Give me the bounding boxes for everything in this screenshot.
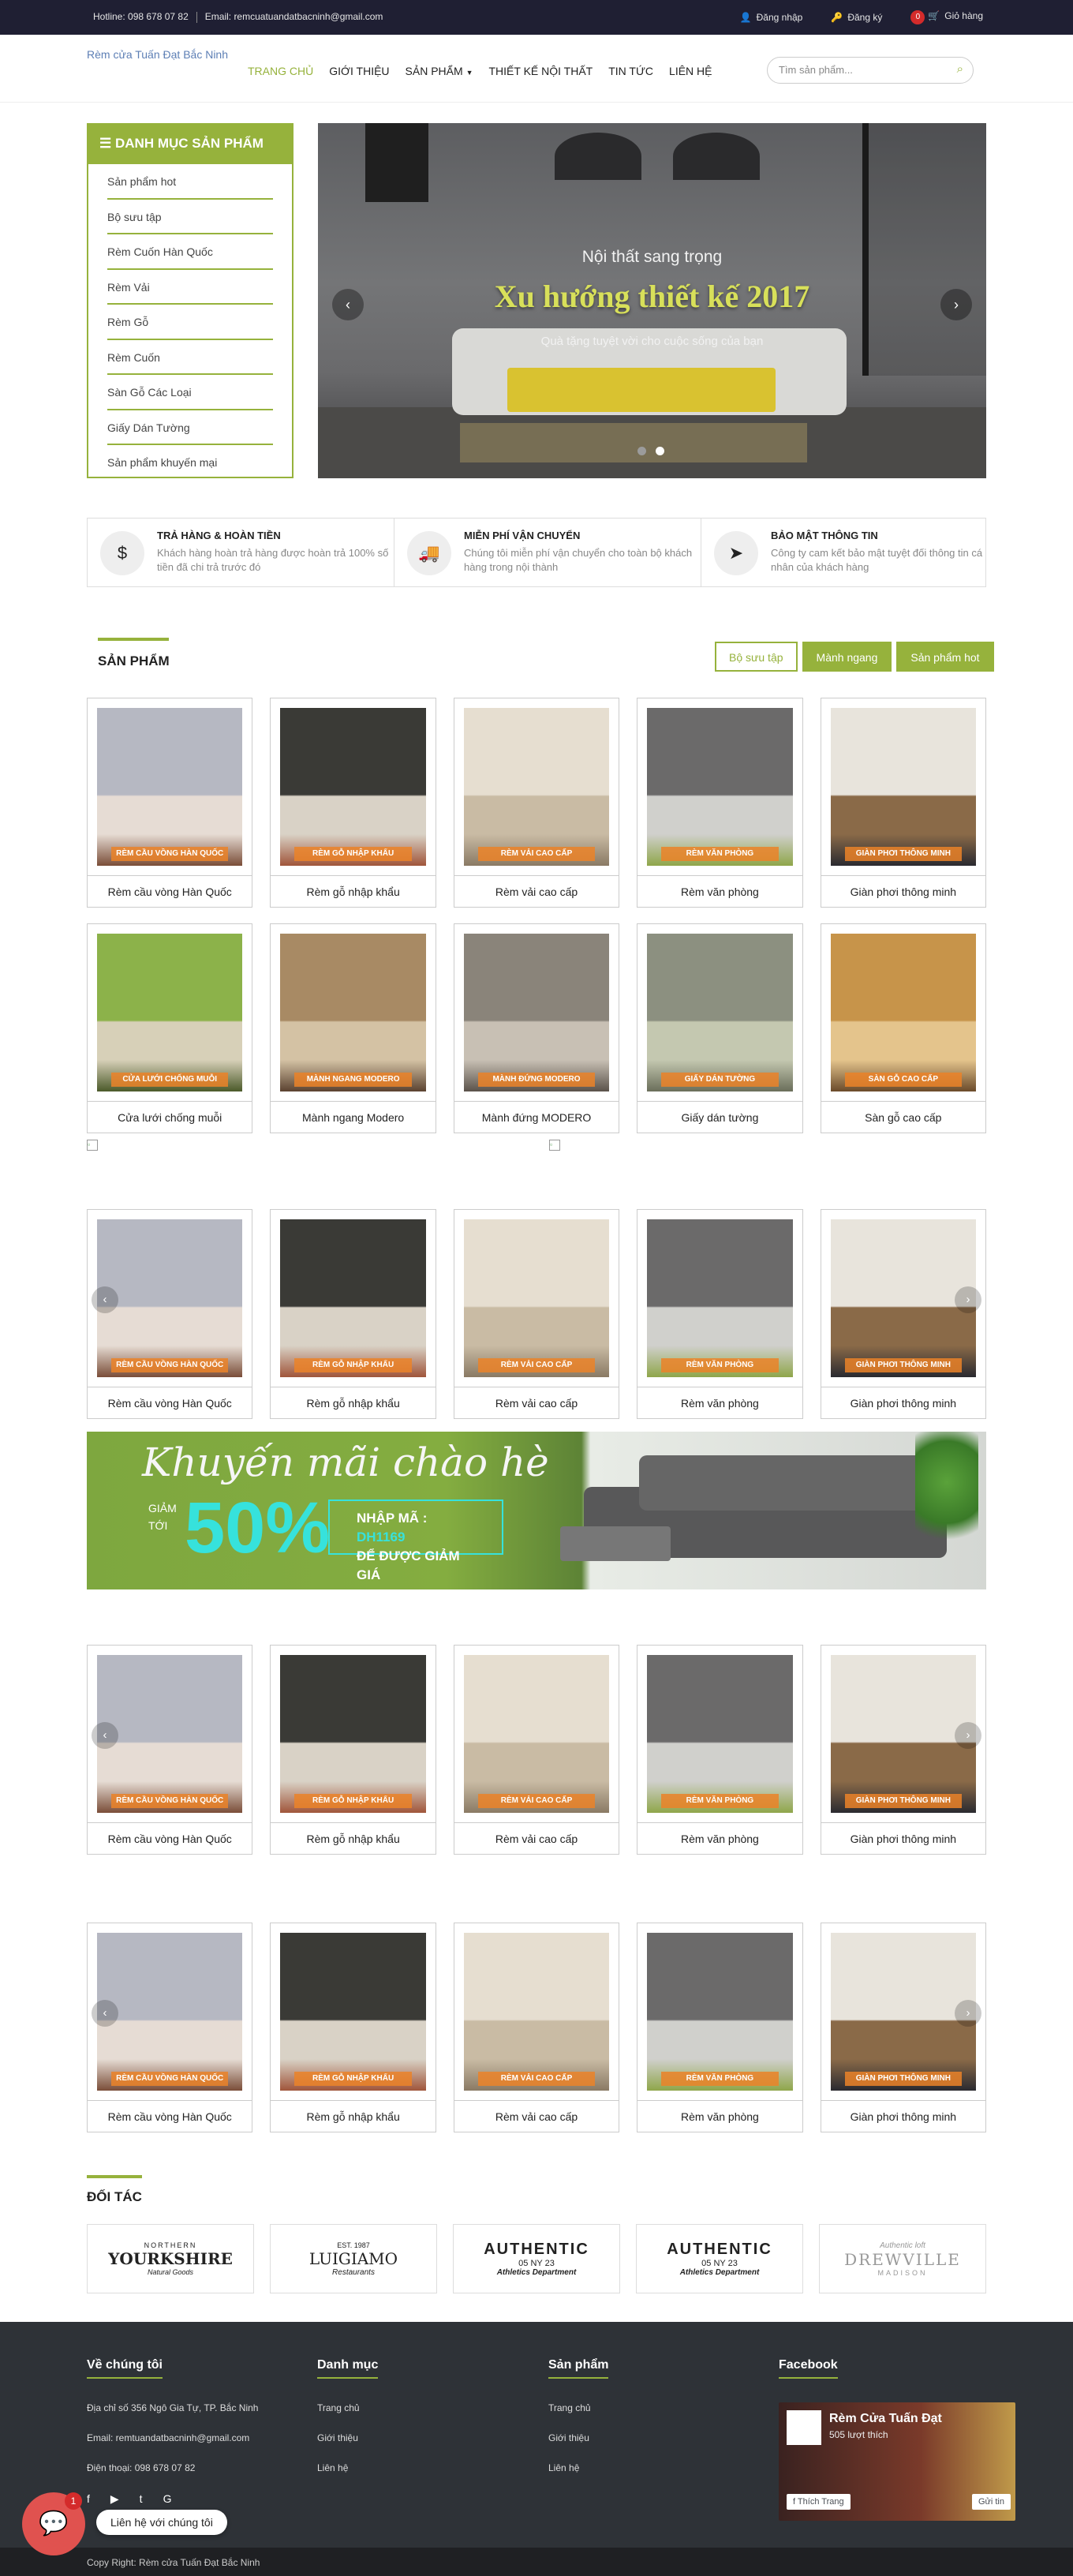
product-card[interactable] — [821, 1209, 986, 1419]
product-name[interactable]: Rèm vải cao cấp — [454, 1387, 619, 1418]
chat-label[interactable]: Liên hệ với chúng tôi — [96, 2510, 227, 2535]
slider-dot[interactable] — [637, 447, 646, 455]
nav-interior[interactable]: THIẾT KẾ NỘI THẤT — [488, 65, 593, 77]
banner-code-box: NHẬP MÃ : DH1169 ĐỂ ĐƯỢC GIẢM GIÁ — [328, 1500, 503, 1555]
footer-about — [87, 2358, 308, 2506]
cart-icon: 🛒 — [928, 10, 940, 21]
header — [0, 35, 1073, 103]
product-card[interactable] — [637, 1645, 802, 1855]
product-card[interactable] — [454, 698, 619, 908]
product-image[interactable] — [280, 1655, 425, 1813]
carousel-next-button[interactable]: › — [955, 2000, 981, 2027]
sidebar-title: ☰ DANH MỤC SẢN PHẨM — [88, 125, 292, 164]
product-card[interactable] — [821, 1923, 986, 2132]
footer-categories — [317, 2358, 522, 2492]
product-caption: RÈM VĂN PHÒNG — [661, 847, 778, 861]
fb-page-name[interactable]: Rèm Cửa Tuấn Đạt — [829, 2412, 942, 2425]
product-caption: RÈM VẢI CAO CẤP — [478, 847, 595, 861]
product-name[interactable]: Rèm gỗ nhập khẩu — [271, 2100, 435, 2132]
product-grid — [87, 698, 986, 908]
product-name[interactable]: Rèm cầu vòng Hàn Quốc — [88, 2100, 252, 2132]
footer-address: Địa chỉ số 356 Ngô Gia Tự, TP. Bắc Ninh — [87, 2402, 259, 2413]
carousel-next-button[interactable]: › — [955, 1286, 981, 1313]
slide-lamp-2 — [673, 133, 760, 180]
sidebar-item-hot[interactable]: Sản phẩm hot — [107, 164, 273, 200]
product-card[interactable] — [87, 698, 252, 908]
product-image[interactable] — [97, 1219, 242, 1377]
sidebar-item-korean-roller[interactable]: Rèm Cuốn Hàn Quốc — [107, 234, 273, 270]
product-name[interactable]: Rèm gỗ nhập khẩu — [271, 875, 435, 907]
product-caption: GIẤY DÁN TƯỜNG — [661, 1073, 778, 1087]
product-name[interactable]: Rèm vải cao cấp — [454, 1822, 619, 1854]
product-caption: RÈM VĂN PHÒNG — [661, 2072, 778, 2086]
youtube-icon[interactable]: ▶ — [110, 2492, 119, 2505]
service-title: BẢO MẬT THÔNG TIN — [771, 530, 878, 541]
dollar-icon: $ — [100, 531, 144, 575]
product-name[interactable]: Rèm gỗ nhập khẩu — [271, 1387, 435, 1418]
product-caption: GIÀN PHƠI THÔNG MINH — [845, 2072, 962, 2086]
slide-lamp-1 — [555, 133, 641, 180]
product-image[interactable] — [647, 1655, 792, 1813]
footer-prod-title: Sản phẩm — [548, 2358, 608, 2379]
main-nav — [248, 65, 728, 77]
product-tabs — [715, 642, 994, 672]
sidebar-item-wallpaper[interactable]: Giấy Dán Tường — [107, 410, 273, 446]
product-caption: GIÀN PHƠI THÔNG MINH — [845, 1794, 962, 1808]
product-caption: RÈM GỖ NHẬP KHẨU — [294, 2072, 411, 2086]
product-caption: GIÀN PHƠI THÔNG MINH — [845, 1358, 962, 1372]
product-caption: RÈM CẦU VỒNG HÀN QUỐC — [111, 2072, 228, 2086]
product-card[interactable] — [87, 923, 252, 1133]
product-card[interactable] — [454, 923, 619, 1133]
partner-logo[interactable]: AUTHENTIC 05 NY 23 Athletics Department — [636, 2224, 803, 2293]
site-logo[interactable]: Rèm cửa Tuấn Đạt Bắc Ninh — [87, 48, 229, 61]
product-grid — [87, 1645, 986, 1855]
social-icons — [87, 2492, 308, 2506]
sidebar-item-roller[interactable]: Rèm Cuốn — [107, 340, 273, 376]
product-caption: MÀNH NGANG MODERO — [294, 1073, 411, 1087]
nav-news[interactable]: TIN TỨC — [608, 65, 654, 77]
product-name[interactable]: Rèm văn phòng — [637, 875, 802, 907]
category-sidebar — [87, 123, 293, 478]
service-shipping — [394, 519, 701, 586]
carousel-prev-button[interactable]: ‹ — [92, 1722, 118, 1749]
product-name[interactable]: Rèm cầu vòng Hàn Quốc — [88, 1387, 252, 1418]
product-name[interactable]: Rèm cầu vòng Hàn Quốc — [88, 875, 252, 907]
product-card[interactable] — [270, 923, 436, 1133]
product-name[interactable]: Rèm vải cao cấp — [454, 875, 619, 907]
promo-banner[interactable] — [87, 1432, 986, 1589]
banner-sofa-back — [639, 1455, 947, 1511]
footer-phone: Điện thoại: 098 678 07 82 — [87, 2462, 196, 2473]
product-image[interactable] — [647, 1933, 792, 2091]
product-caption: RÈM VĂN PHÒNG — [661, 1794, 778, 1808]
footer-products — [548, 2358, 753, 2492]
nav-products[interactable]: SẢN PHẨM ▼ — [405, 65, 473, 77]
menu-icon: ☰ — [99, 136, 112, 151]
service-security — [701, 519, 1008, 586]
product-image[interactable] — [97, 708, 242, 866]
product-image[interactable] — [831, 708, 976, 866]
tab-horizontal-blinds[interactable]: Mành ngang — [802, 642, 892, 672]
search-placeholder: Tìm sản phẩm... — [779, 64, 853, 76]
partner-logo[interactable]: NORTHERN YOURKSHIRE Natural Goods — [87, 2224, 254, 2293]
cart-count-badge: 0 — [910, 10, 925, 24]
slide-title: Xu hướng thiết kế 2017 — [494, 279, 810, 314]
product-name[interactable]: Rèm văn phòng — [637, 2100, 802, 2132]
product-image[interactable] — [464, 1655, 609, 1813]
footer-link[interactable]: Trang chủ — [317, 2402, 360, 2413]
product-name[interactable]: Mành đứng MODERO — [454, 1101, 619, 1133]
sidebar-item-promo[interactable]: Sản phẩm khuyến mại — [107, 456, 218, 469]
product-card[interactable] — [821, 698, 986, 908]
slider-dots — [637, 447, 664, 455]
footer-link[interactable]: Giới thiệu — [317, 2432, 358, 2443]
product-caption: CỬA LƯỚI CHỐNG MUỖI — [111, 1073, 228, 1087]
section-bar — [87, 2175, 142, 2178]
section-bar — [98, 638, 169, 641]
product-name[interactable]: Cửa lưới chống muỗi — [88, 1101, 252, 1133]
product-grid — [87, 1209, 986, 1419]
service-refund — [88, 519, 394, 586]
slide-table — [507, 368, 776, 412]
product-image[interactable] — [464, 708, 609, 866]
broken-image-icon: ▫ — [87, 1140, 98, 1151]
product-image[interactable] — [280, 934, 425, 1091]
product-name[interactable]: Mành ngang Modero — [271, 1101, 435, 1133]
product-image[interactable] — [647, 708, 792, 866]
product-grid — [87, 1923, 986, 2132]
product-image[interactable] — [97, 934, 242, 1091]
banner-table — [560, 1526, 671, 1561]
banner-discount-label: GIẢM TỚI — [148, 1502, 177, 1532]
product-image[interactable] — [464, 1933, 609, 2091]
product-card[interactable] — [454, 1923, 619, 2132]
chat-count-badge: 1 — [65, 2492, 82, 2510]
partner-logo[interactable]: Authentic loft DREWVILLE MADISON — [819, 2224, 986, 2293]
service-title: TRẢ HÀNG & HOÀN TIỀN — [157, 530, 281, 541]
product-card[interactable] — [454, 1645, 619, 1855]
product-image[interactable] — [464, 934, 609, 1091]
services-bar — [87, 518, 986, 587]
banner-percent: 50% — [185, 1488, 331, 1568]
product-caption: SÀN GỖ CAO CẤP — [845, 1073, 962, 1087]
footer-about-title: Về chúng tôi — [87, 2358, 163, 2379]
chat-button[interactable] — [22, 2492, 85, 2555]
product-caption: RÈM GỖ NHẬP KHẨU — [294, 1358, 411, 1372]
product-caption: RÈM VẢI CAO CẤP — [478, 1358, 595, 1372]
twitter-icon[interactable]: t — [139, 2492, 143, 2505]
product-card[interactable] — [270, 698, 436, 908]
service-desc: Công ty cam kết bảo mật tuyệt đối thông tin cá nhân của khách hàng — [771, 547, 983, 573]
product-card[interactable] — [87, 1645, 252, 1855]
footer-cat-title: Danh mục — [317, 2358, 378, 2379]
slider-prev-button[interactable]: ‹ — [332, 289, 364, 320]
login-link[interactable]: 👤 Đăng nhập — [739, 12, 803, 23]
chat-icon: 💬 — [39, 2510, 69, 2537]
tab-hot-products[interactable]: Sản phẩm hot — [896, 642, 993, 672]
sidebar-item-fabric[interactable]: Rèm Vải — [107, 270, 273, 305]
product-image[interactable] — [280, 1933, 425, 2091]
key-icon: 🔑 — [831, 12, 843, 23]
fb-send-button[interactable]: Gửi tin — [972, 2494, 1011, 2510]
slide-floor-lamp — [365, 123, 428, 202]
product-name[interactable]: Rèm văn phòng — [637, 1822, 802, 1854]
product-card[interactable] — [821, 923, 986, 1133]
fb-like-button[interactable]: f Thích Trang — [787, 2494, 851, 2510]
hotline-text: Hotline: 098 678 07 82 — [93, 11, 189, 22]
slide-description: Quà tặng tuyệt vời cho cuộc sống của bạn — [540, 335, 764, 348]
products-title: SẢN PHẨM — [98, 653, 170, 668]
product-name[interactable]: Giàn phơi thông minh — [821, 1822, 985, 1854]
fb-avatar — [787, 2410, 821, 2445]
product-grid — [87, 923, 986, 1133]
product-name[interactable]: Giấy dán tường — [637, 1101, 802, 1133]
nav-contact[interactable]: LIÊN HỆ — [669, 65, 712, 77]
sidebar-item-floor[interactable]: Sàn Gỗ Các Loại — [107, 375, 273, 410]
top-bar — [0, 0, 1073, 35]
product-card[interactable] — [270, 1645, 436, 1855]
service-desc: Chúng tôi miễn phí vận chuyển cho toàn bộ khách hàng trong nội thành — [464, 547, 693, 573]
paper-plane-icon: ➤ — [714, 531, 758, 575]
service-title: MIỄN PHÍ VẬN CHUYỂN — [464, 530, 581, 541]
partner-logo[interactable]: AUTHENTIC 05 NY 23 Athletics Department — [453, 2224, 620, 2293]
footer-link[interactable]: Trang chủ — [548, 2402, 591, 2413]
copyright-text: Copy Right: Rèm cửa Tuấn Đạt Bắc Ninh — [87, 2557, 260, 2568]
product-card[interactable] — [454, 1209, 619, 1419]
product-caption: RÈM GỖ NHẬP KHẨU — [294, 847, 411, 861]
carousel-next-button[interactable]: › — [955, 1722, 981, 1749]
sidebar-item-wood[interactable]: Rèm Gỗ — [107, 305, 273, 340]
email-text: Email: remcuatuandatbacninh@gmail.com — [204, 11, 383, 22]
facebook-widget[interactable] — [779, 2402, 1015, 2521]
product-image[interactable] — [280, 708, 425, 866]
product-card[interactable] — [87, 1923, 252, 2132]
service-desc: Khách hàng hoàn trả hàng được hoàn trả 100% số tiền đã chi trả trước đó — [157, 547, 389, 573]
product-card[interactable] — [821, 1645, 986, 1855]
product-card[interactable] — [637, 1923, 802, 2132]
product-card[interactable] — [637, 1209, 802, 1419]
facebook-icon: f — [793, 2497, 796, 2507]
search-input[interactable] — [767, 57, 974, 84]
product-card[interactable] — [270, 1209, 436, 1419]
product-image[interactable] — [97, 1933, 242, 2091]
product-caption: RÈM VĂN PHÒNG — [661, 1358, 778, 1372]
partners-title: ĐỐI TÁC — [87, 2189, 142, 2204]
user-icon: 👤 — [739, 12, 752, 23]
footer-email: Email: remtuandatbacninh@gmail.com — [87, 2432, 250, 2443]
broken-image-icon: ▫ — [549, 1140, 560, 1151]
product-card[interactable] — [270, 1923, 436, 2132]
product-name[interactable]: Rèm cầu vòng Hàn Quốc — [88, 1822, 252, 1854]
product-image[interactable] — [280, 1219, 425, 1377]
product-name[interactable]: Sàn gỗ cao cấp — [821, 1101, 985, 1133]
product-name[interactable]: Rèm văn phòng — [637, 1387, 802, 1418]
footer-fb-title: Facebook — [779, 2358, 838, 2379]
partner-logo[interactable]: EST. 1987 LUIGIAMO Restaurants — [270, 2224, 437, 2293]
footer-link[interactable]: Giới thiệu — [548, 2432, 589, 2443]
product-image[interactable] — [97, 1655, 242, 1813]
caret-down-icon: ▼ — [465, 69, 473, 77]
google-icon[interactable]: G — [163, 2492, 172, 2505]
product-name[interactable]: Giàn phơi thông minh — [821, 1387, 985, 1418]
facebook-icon[interactable]: f — [87, 2492, 90, 2505]
slider-dot-active[interactable] — [656, 447, 664, 455]
fb-likes: 505 lượt thích — [829, 2429, 888, 2440]
sidebar-item-collection[interactable]: Bộ sưu tập — [107, 200, 273, 235]
search-icon[interactable]: ⌕ — [956, 62, 963, 76]
product-caption: MÀNH ĐỨNG MODERO — [478, 1073, 595, 1087]
product-caption: RÈM VẢI CAO CẤP — [478, 1794, 595, 1808]
product-image[interactable] — [831, 934, 976, 1091]
contact-info — [93, 11, 383, 23]
product-caption: GIÀN PHƠI THÔNG MINH — [845, 847, 962, 861]
slider-next-button[interactable]: › — [940, 289, 972, 320]
product-name[interactable]: Giàn phơi thông minh — [821, 875, 985, 907]
product-card[interactable] — [87, 1209, 252, 1419]
tab-collection[interactable]: Bộ sưu tập — [715, 642, 798, 672]
cart-link[interactable]: 0 🛒 Giỏ hàng — [910, 10, 983, 24]
product-name[interactable]: Giàn phơi thông minh — [821, 2100, 985, 2132]
footer-facebook — [779, 2358, 1015, 2521]
product-image[interactable] — [464, 1219, 609, 1377]
product-caption: RÈM VẢI CAO CẤP — [478, 2072, 595, 2086]
carousel-prev-button[interactable]: ‹ — [92, 1286, 118, 1313]
register-link[interactable]: 🔑 Đăng ký — [831, 12, 883, 23]
product-caption: RÈM GỖ NHẬP KHẨU — [294, 1794, 411, 1808]
nav-home[interactable]: TRANG CHỦ — [248, 65, 314, 77]
product-caption: RÈM CẦU VỒNG HÀN QUỐC — [111, 1794, 228, 1808]
nav-about[interactable]: GIỚI THIỆU — [329, 65, 390, 77]
footer-link[interactable]: Liên hệ — [317, 2462, 349, 2473]
product-name[interactable]: Rèm vải cao cấp — [454, 2100, 619, 2132]
product-card[interactable] — [637, 923, 802, 1133]
copyright-bar — [0, 2548, 1073, 2576]
product-image[interactable] — [647, 1219, 792, 1377]
slide-rug — [460, 423, 807, 462]
product-name[interactable]: Rèm gỗ nhập khẩu — [271, 1822, 435, 1854]
product-image[interactable] — [647, 934, 792, 1091]
product-caption: RÈM CẦU VỒNG HÀN QUỐC — [111, 847, 228, 861]
product-card[interactable] — [637, 698, 802, 908]
product-caption: RÈM CẦU VỒNG HÀN QUỐC — [111, 1358, 228, 1372]
partners-row — [87, 2224, 986, 2293]
carousel-prev-button[interactable]: ‹ — [92, 2000, 118, 2027]
footer-link[interactable]: Liên hệ — [548, 2462, 580, 2473]
hero-slider[interactable] — [318, 123, 986, 478]
banner-headline: Khuyến mãi chào hè — [142, 1440, 549, 1485]
banner-plant — [915, 1432, 978, 1558]
slide-subtitle: Nội thất sang trọng — [581, 248, 723, 266]
truck-icon: 🚚 — [407, 531, 451, 575]
